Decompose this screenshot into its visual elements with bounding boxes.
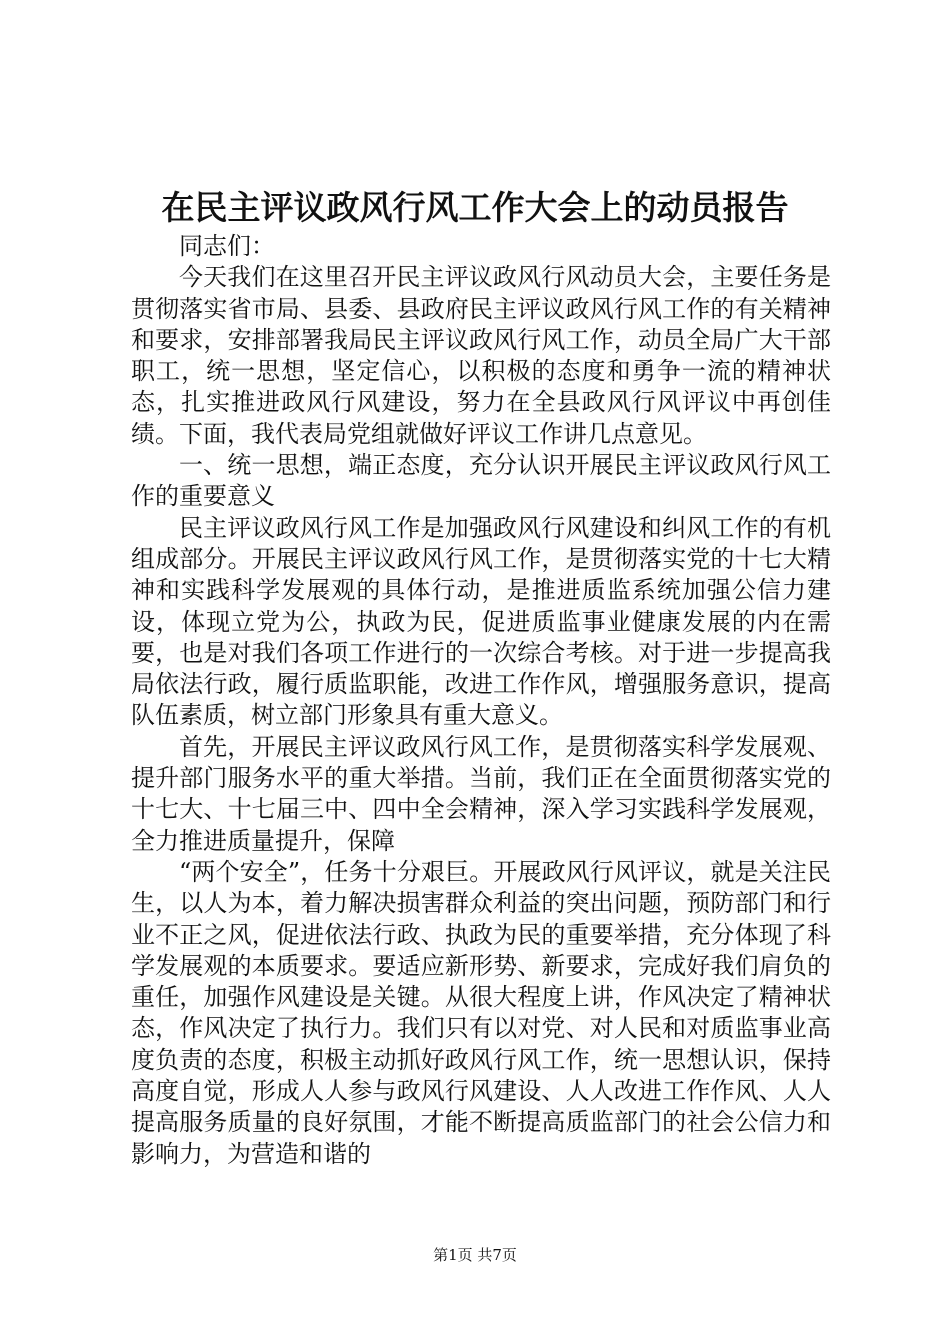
document-title: 在民主评议政风行风工作大会上的动员报告 (161, 188, 789, 227)
salutation-paragraph: 同志们： (179, 232, 275, 260)
page-number-footer: 第1页 共7页 (433, 1246, 517, 1264)
body-paragraph: 首先，开展民主评议政风行风工作，是贯彻落实科学发展观、提升部门服务水平的重大举措。当前，我们正在全面贯彻落实党的十七大、十七届三中、四中全会精神，深入学习实践科学发展观，全力推进质量提升，保障 (131, 732, 831, 855)
section-heading-1: 一、统一思想，端正态度，充分认识开展民主评议政风行风工作的重要意义 (131, 451, 831, 511)
intro-paragraph: 今天我们在这里召开民主评议政风行风动员大会，主要任务是贯彻落实省市局、县委、县政府民主评议政风行风工作的有关精神和要求，安排部署我局民主评议政风行风工作，动员全局广大干部职工，统一思想，坚定信心，以积极的态度和勇争一流的精神状态，扎实推进政风行风建设，努力在全县政风行风评议中再创佳绩。下面，我代表局党组就做好评议工作讲几点意见。 (131, 263, 831, 448)
body-paragraph: 民主评议政风行风工作是加强政风行风建设和纠风工作的有机组成部分。开展民主评议政风行风工作，是贯彻落实党的十七大精神和实践科学发展观的具体行动，是推进质监系统加强公信力建设，体现立党为公，执政为民，促进质监事业健康发展的内在需要，也是对我们各项工作进行的一次综合考核。对于进一步提高我局依法行政，履行质监职能，改进工作作风，增强服务意识，提高队伍素质，树立部门形象具有重大意义。 (131, 513, 831, 730)
document-body (131, 231, 831, 1170)
body-paragraph: “两个安全”，任务十分艰巨。开展政风行风评议，就是关注民生，以人为本，着力解决损害群众利益的突出问题，预防部门和行业不正之风，促进依法行政、执政为民的重要举措，充分体现了科学发展观的本质要求。要适应新形势、新要求，完成好我们肩负的重任，加强作风建设是关键。从很大程度上讲，作风决定了精神状态，作风决定了执行力。我们只有以对党、对人民和对质监事业高度负责的态度，积极主动抓好政风行风工作，统一思想认识，保持高度自觉，形成人人参与政风行风建设、人人改进工作作风、人人提高服务质量的良好氛围，才能不断提高质监部门的社会公信力和影响力，为营造和谐的 (131, 857, 831, 1168)
